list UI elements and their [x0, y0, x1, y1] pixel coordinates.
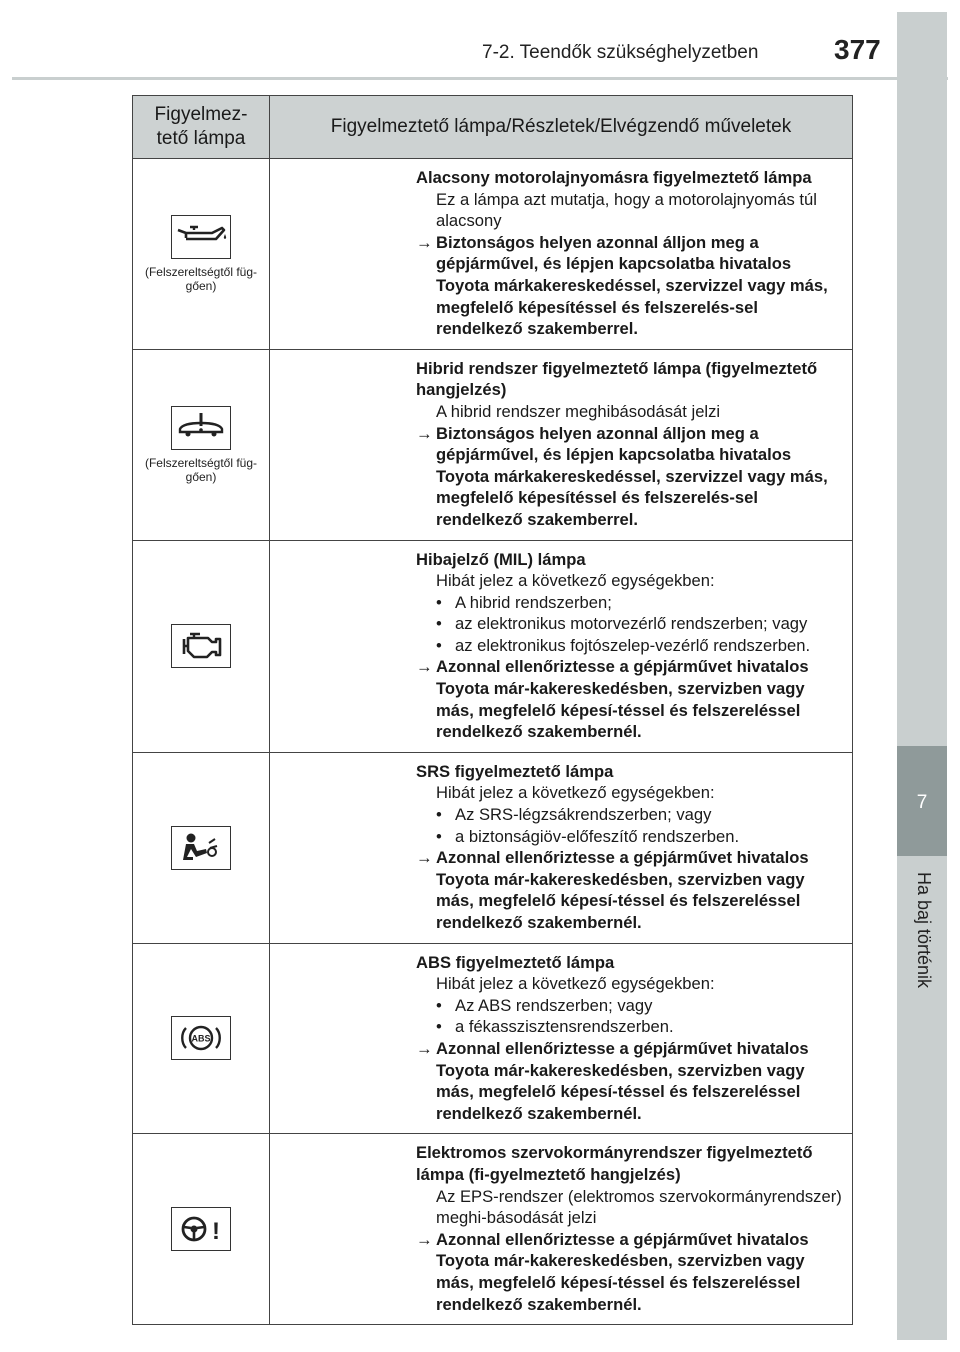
- bullet-marker: •: [436, 635, 442, 655]
- list-item: [416, 613, 842, 635]
- row-action: [416, 1229, 842, 1315]
- header-col-lamp: [133, 96, 270, 159]
- bullet-marker: •: [436, 826, 442, 846]
- table-row: [133, 1134, 853, 1325]
- warning-lights-table: [132, 95, 853, 1325]
- section-title: 7-2. Teendők szükséghelyzetben: [482, 42, 759, 63]
- list-item-text: az elektronikus fojtószelep-vezérlő rendszerben.: [455, 635, 811, 655]
- row-action-text: Azonnal ellenőriztesse a gépjárművet hivatalos Toyota már-kakereskedésben, szervizben vagy más, megfelelő képesí-téssel és felszereléssel rendelkező szakembernél.: [436, 657, 809, 742]
- row-title: Alacsony motorolajnyomásra figyelmeztető lámpa: [416, 168, 812, 187]
- description-cell: [270, 1134, 853, 1325]
- header-col-lamp-text: Figyelmez- tető lámpa: [154, 104, 248, 149]
- icon-cell: [133, 540, 270, 752]
- row-title: Elektromos szervokormányrendszer figyelmeztető lámpa (fi-gyelmeztető hangjelzés): [416, 1143, 813, 1184]
- row-action: [416, 656, 842, 742]
- row-action-text: Azonnal ellenőriztesse a gépjárművet hivatalos Toyota már-kakereskedésben, szervizben vagy más, megfelelő képesí-téssel és felszereléssel rendelkező szakembernél.: [436, 1038, 809, 1123]
- arrow-icon: →: [416, 423, 433, 443]
- icon-note: (Felszereltségtől füg- gően): [144, 264, 258, 293]
- icon-cell: [133, 752, 270, 943]
- description-cell: [270, 752, 853, 943]
- icon-note: (Felszereltségtől füg- gően): [144, 455, 258, 484]
- header-col-details: Figyelmeztető lámpa/Részletek/Elvégzendő műveletek: [270, 96, 853, 159]
- row-action: [416, 232, 842, 340]
- row-detail: A hibrid rendszer meghibásodását jelzi: [436, 401, 721, 421]
- chapter-tab[interactable]: [897, 746, 947, 856]
- list-item-text: Az ABS rendszerben; vagy: [455, 995, 653, 1015]
- list-item-text: A hibrid rendszerben;: [455, 592, 612, 612]
- arrow-icon: →: [416, 232, 433, 252]
- icon-cell: [133, 349, 270, 540]
- row-title: ABS figyelmeztető lámpa: [416, 952, 615, 972]
- side-tab-top: [897, 12, 947, 856]
- list-item: [416, 635, 842, 657]
- bullet-marker: •: [436, 592, 442, 612]
- table-header-row: [133, 96, 853, 159]
- arrow-icon: →: [416, 1229, 433, 1249]
- oil-pressure-icon: [171, 215, 231, 259]
- page-number: 377: [834, 34, 881, 65]
- row-title: SRS figyelmeztető lámpa: [416, 761, 614, 781]
- row-title: Hibajelző (MIL) lámpa: [416, 549, 586, 569]
- list-item: [416, 995, 842, 1017]
- eps-icon-text: !: [212, 1218, 220, 1246]
- list-item-text: Az SRS-légzsákrendszerben; vagy: [455, 805, 712, 825]
- header-rule: [12, 77, 948, 80]
- description-cell: [270, 159, 853, 350]
- chapter-label: Ha baj történik: [914, 872, 934, 989]
- arrow-icon: →: [416, 1038, 433, 1058]
- table-row: [133, 159, 853, 350]
- bullet-marker: •: [436, 1017, 442, 1037]
- check-engine-icon: [171, 624, 231, 668]
- row-action: [416, 1038, 842, 1124]
- list-item-text: a biztonságiöv-előfeszítő rendszerben.: [455, 826, 740, 846]
- row-detail: Ez a lámpa azt mutatja, hogy a motorolajnyomás túl alacsony: [436, 189, 817, 231]
- icon-cell: [133, 943, 270, 1134]
- abs-icon-text: ABS: [191, 1033, 211, 1044]
- list-item: [416, 1016, 842, 1038]
- eps-steering-warning-icon: [171, 1207, 231, 1251]
- bullet-marker: •: [436, 805, 442, 825]
- icon-cell: [133, 1134, 270, 1325]
- arrow-icon: →: [416, 657, 433, 677]
- row-action-text: Azonnal ellenőriztesse a gépjárművet hivatalos Toyota már-kakereskedésben, szervizben vagy más, megfelelő képesí-téssel és felszereléssel rendelkező szakembernél.: [436, 848, 809, 932]
- row-action-text: Azonnal ellenőriztesse a gépjárművet hivatalos Toyota már-kakereskedésben, szervizben vagy más, megfelelő képesí-téssel és felszereléssel rendelkező szakembernél.: [436, 1229, 809, 1314]
- row-action: [416, 423, 842, 531]
- row-detail: Hibát jelez a következő egységekben:: [436, 783, 715, 803]
- chapter-number: 7: [916, 792, 928, 813]
- bullet-marker: •: [436, 995, 442, 1015]
- hybrid-system-warning-icon: [171, 406, 231, 450]
- table-row: [133, 943, 853, 1134]
- table-row: [133, 540, 853, 752]
- description-cell: [270, 349, 853, 540]
- row-detail: Hibát jelez a következő egységekben:: [436, 571, 715, 591]
- row-detail: Az EPS-rendszer (elektromos szervokormányrendszer) meghi-básodását jelzi: [436, 1186, 842, 1228]
- list-item: [416, 804, 842, 826]
- list-item: [416, 826, 842, 848]
- row-title: Hibrid rendszer figyelmeztető lámpa (figyelmeztető hangjelzés): [416, 358, 818, 400]
- list-item-text: a fékasszisztensrendszerben.: [455, 1017, 674, 1037]
- icon-cell: [133, 159, 270, 350]
- row-action-text: Biztonságos helyen azonnal álljon meg a gépjárművel, és lépjen kapcsolatba hivatalos Toyota márkakereskedéssel, szervizzel vagy más, megfelelő képesítéssel és felszerelés-sel rendelkező szakemberrel.: [436, 232, 828, 339]
- srs-airbag-icon: [171, 826, 231, 870]
- list-item-text: az elektronikus motorvezérlő rendszerben; vagy: [455, 614, 808, 634]
- description-cell: [270, 943, 853, 1134]
- table-row: [133, 752, 853, 943]
- row-action-text: Biztonságos helyen azonnal álljon meg a gépjárművel, és lépjen kapcsolatba hivatalos Toyota márkakereskedéssel, szervizzel vagy más, megfelelő képesítéssel és felszerelés-sel rendelkező szakemberrel.: [436, 423, 828, 529]
- row-action: [416, 847, 842, 933]
- abs-icon: [171, 1016, 231, 1060]
- bullet-marker: •: [436, 614, 442, 634]
- table-row: [133, 349, 853, 540]
- row-detail: Hibát jelez a következő egységekben:: [436, 974, 715, 994]
- description-cell: [270, 540, 853, 752]
- list-item: [416, 592, 842, 614]
- arrow-icon: →: [416, 848, 433, 868]
